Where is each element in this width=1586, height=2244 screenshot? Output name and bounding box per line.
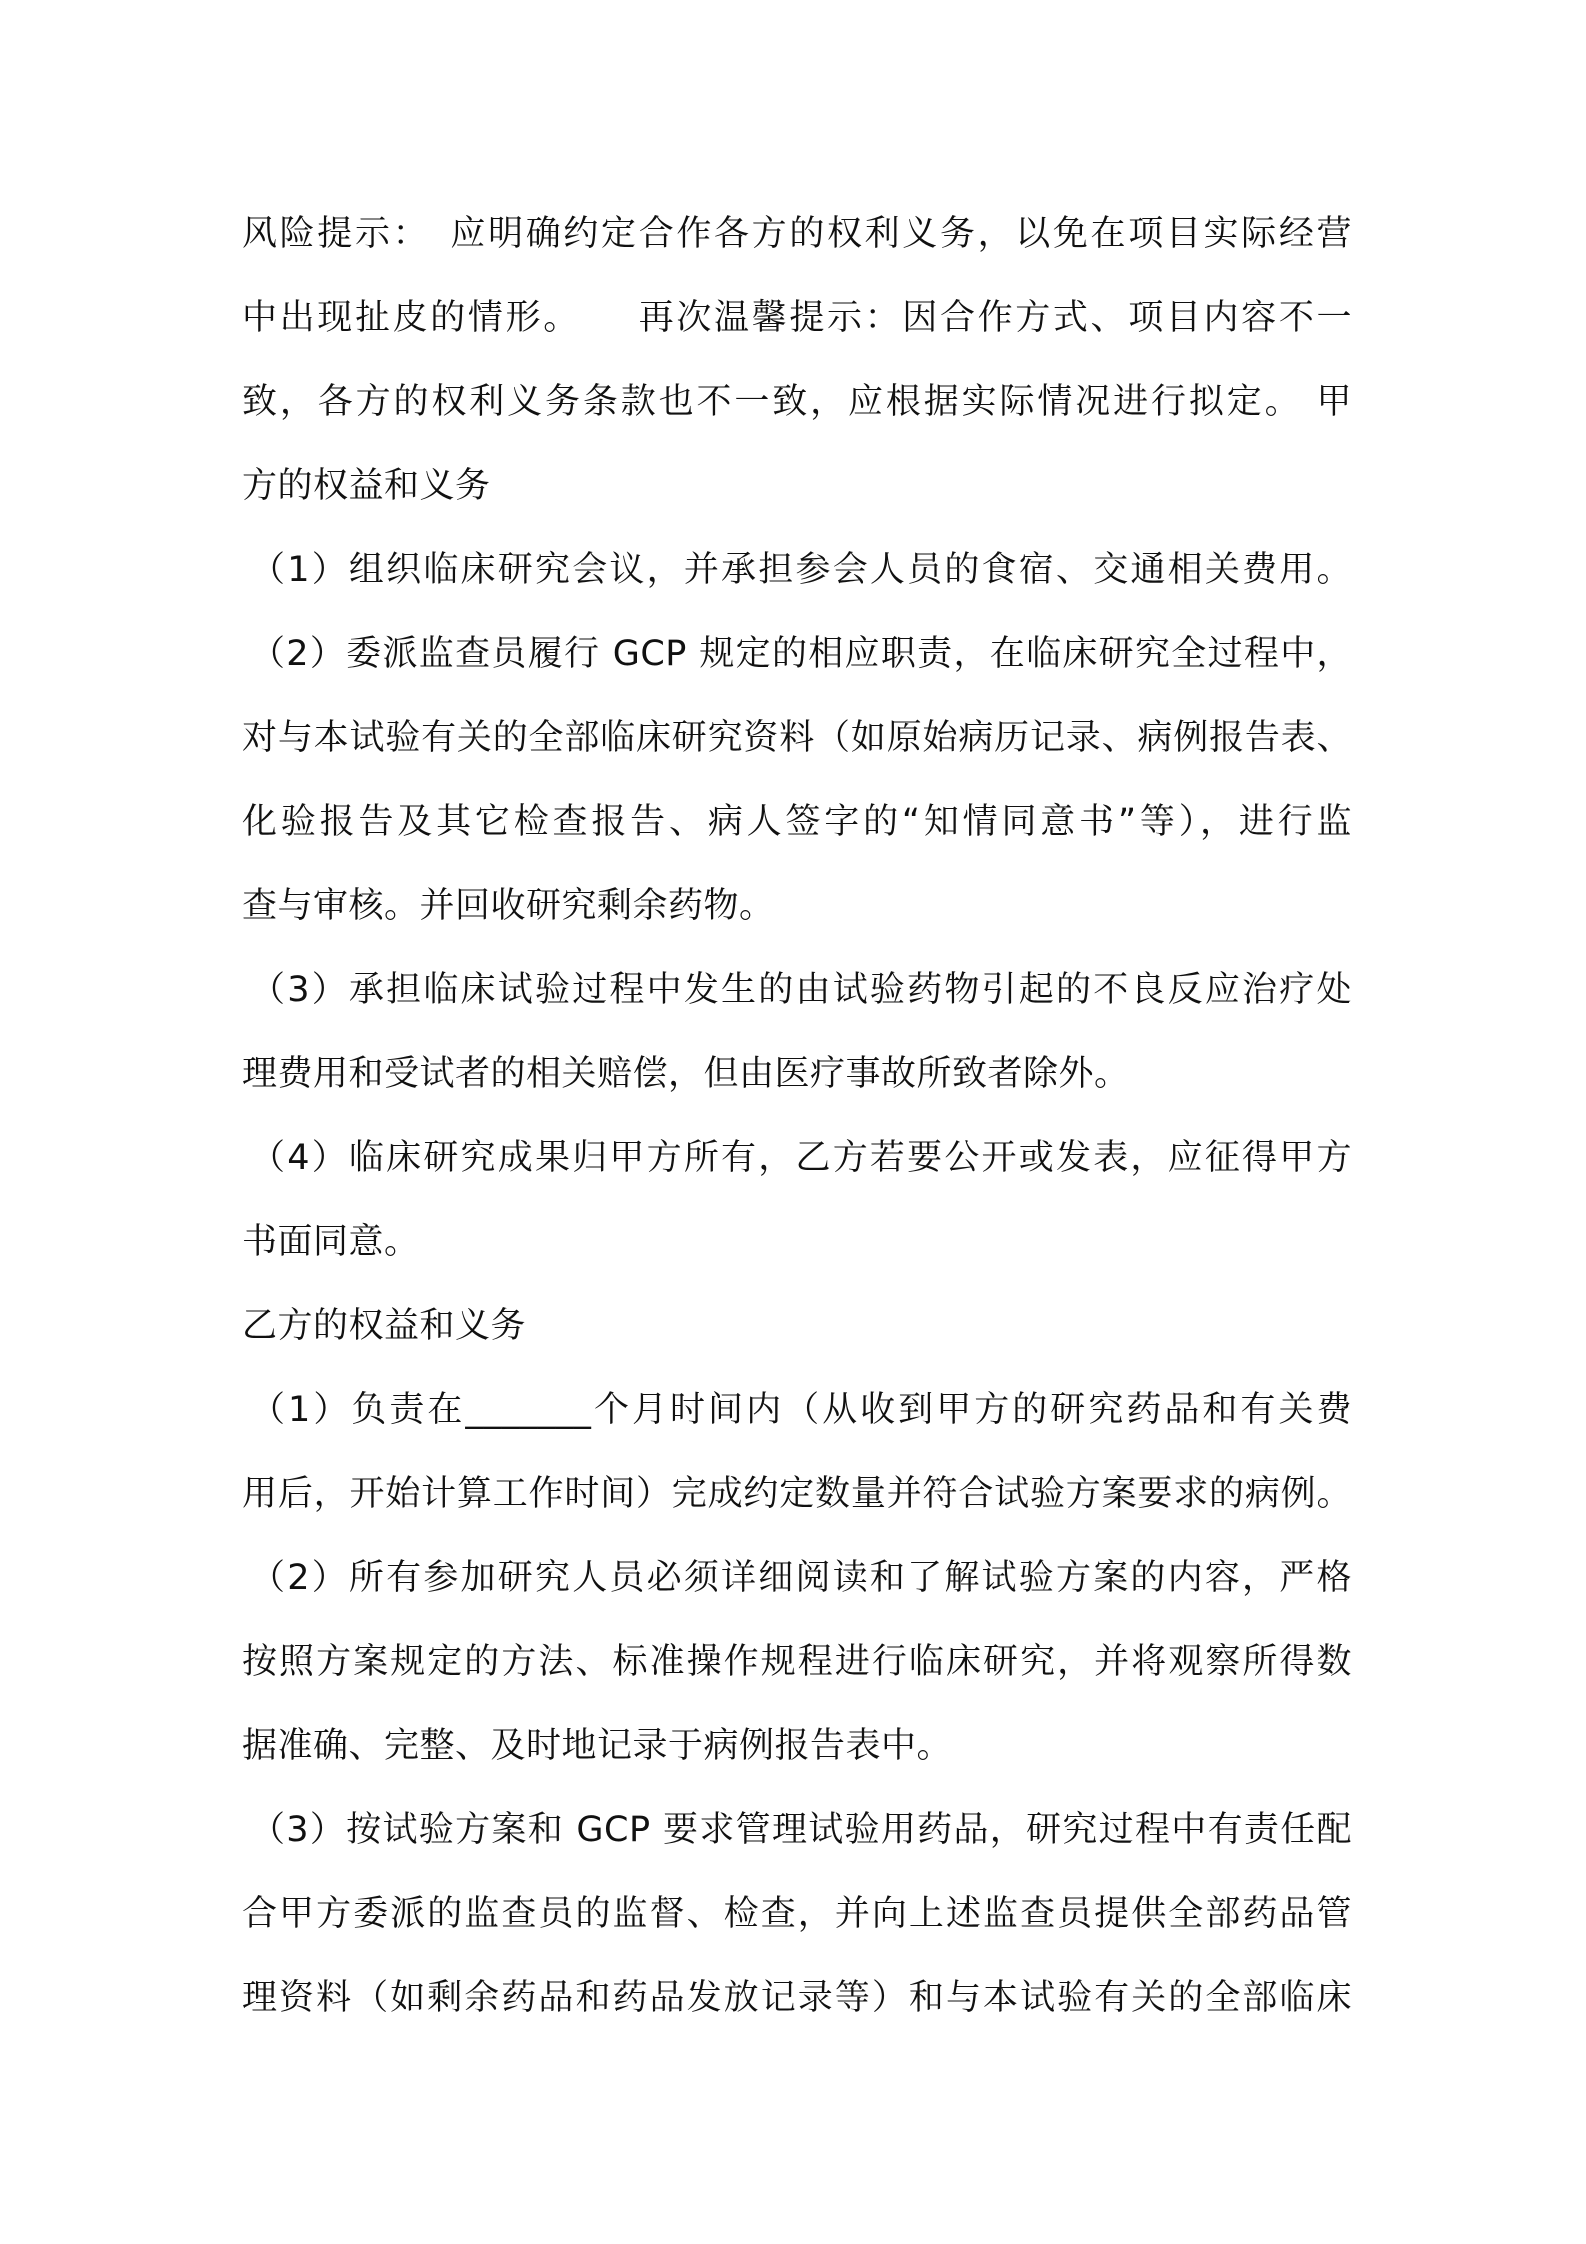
text-line-20: （3）按试验方案和 GCP 要求管理试验用药品，研究过程中有责任配	[250, 1810, 1352, 1850]
text-line-21: 合甲方委派的监查员的监督、检查，并向上述监查员提供全部药品管	[242, 1894, 1352, 1934]
text-line-5: （1）组织临床研究会议，并承担参会人员的食宿、交通相关费用。	[250, 550, 1352, 590]
text-line-16: 用后，开始计算工作时间）完成约定数量并符合试验方案要求的病例。	[242, 1474, 1352, 1514]
text-line-2: 中出现扯皮的情形。 再次温馨提示：因合作方式、项目内容不一	[242, 298, 1352, 338]
text-line-9: 查与审核。并回收研究剩余药物。	[242, 886, 775, 926]
section-heading-party-a: 方的权益和义务	[242, 466, 491, 506]
text-line-10: （3）承担临床试验过程中发生的由试验药物引起的不良反应治疗处	[250, 970, 1352, 1010]
text-line-11: 理费用和受试者的相关赔偿，但由医疗事故所致者除外。	[242, 1054, 1130, 1094]
text-line-15: （1）负责在_______个月时间内（从收到甲方的研究药品和有关费	[250, 1390, 1352, 1430]
text-line-1: 风险提示： 应明确约定合作各方的权利义务，以免在项目实际经营	[242, 214, 1352, 254]
text-line-18: 按照方案规定的方法、标准操作规程进行临床研究，并将观察所得数	[242, 1642, 1352, 1682]
text-line-3: 致，各方的权利义务条款也不一致，应根据实际情况进行拟定。 甲	[242, 382, 1352, 422]
text-line-6: （2）委派监查员履行 GCP 规定的相应职责，在临床研究全过程中，	[250, 634, 1352, 674]
text-line-7: 对与本试验有关的全部临床研究资料（如原始病历记录、病例报告表、	[242, 718, 1352, 758]
section-heading-party-b: 乙方的权益和义务	[242, 1306, 527, 1346]
text-line-12: （4）临床研究成果归甲方所有，乙方若要公开或发表，应征得甲方	[250, 1138, 1352, 1178]
text-line-13: 书面同意。	[242, 1222, 420, 1262]
document-body	[242, 192, 1352, 2040]
text-line-19: 据准确、完整、及时地记录于病例报告表中。	[242, 1726, 953, 1766]
text-line-8: 化验报告及其它检查报告、病人签字的“知情同意书”等），进行监	[242, 802, 1352, 842]
text-line-22: 理资料（如剩余药品和药品发放记录等）和与本试验有关的全部临床	[242, 1978, 1352, 2018]
text-line-17: （2）所有参加研究人员必须详细阅读和了解试验方案的内容，严格	[250, 1558, 1352, 1598]
